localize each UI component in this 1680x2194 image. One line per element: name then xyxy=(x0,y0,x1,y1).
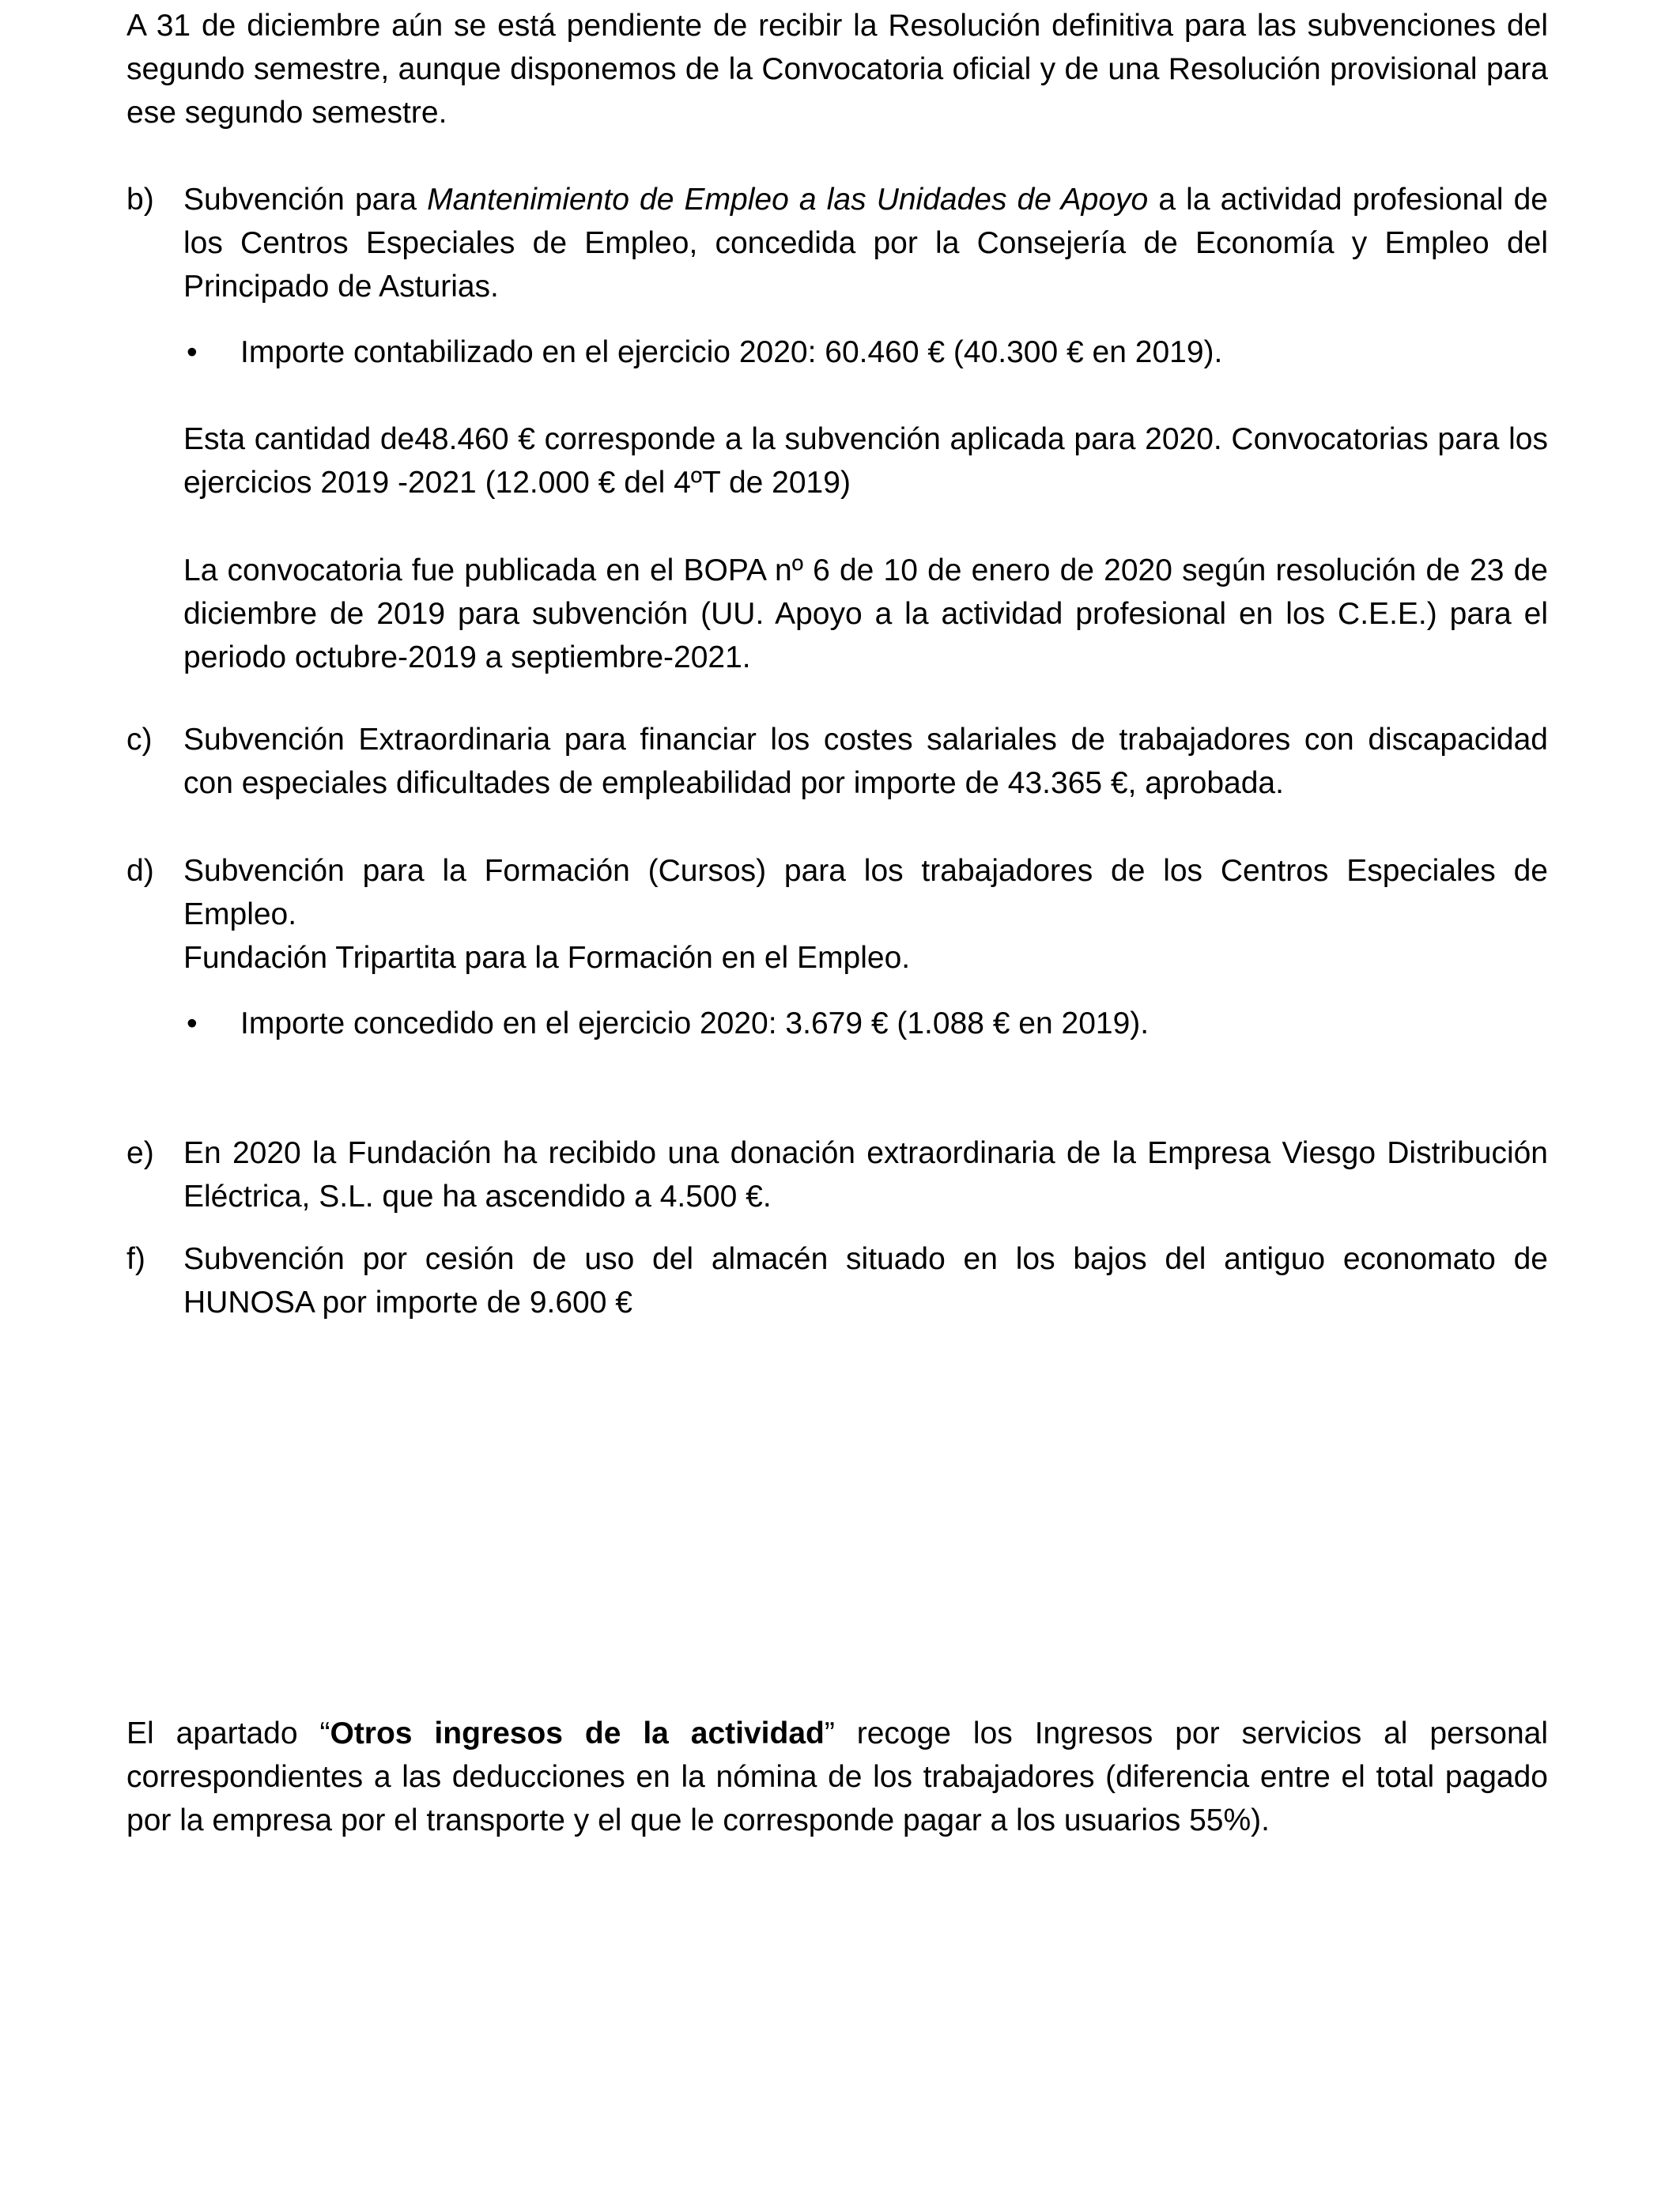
item-d-bullet xyxy=(183,1002,1548,1045)
item-b xyxy=(126,178,1548,308)
item-b-bullet-text: Importe contabilizado en el ejercicio 2020: 60.460 € (40.300 € en 2019). xyxy=(240,335,1223,369)
item-e-text: En 2020 la Fundación ha recibido una donación extraordinaria de la Empresa Viesgo Distribución Eléctrica, S.L. que ha ascendido a 4.500 €. xyxy=(183,1136,1548,1214)
item-b-text xyxy=(183,178,1548,308)
item-b-note-2: La convocatoria fue publicada en el BOPA nº 6 de 10 de enero de 2020 según resolución de 23 de diciembre de 2019 para subvención (UU. Apoyo a la actividad profesional en los C.E.E.) para el periodo octubre-2019 a septiembre-2021. xyxy=(183,553,1548,674)
item-d-bullet-text: Importe concedido en el ejercicio 2020: 3.679 € (1.088 € en 2019). xyxy=(240,1006,1150,1040)
item-b-italic: Mantenimiento de Empleo a las Unidades de Apoyo xyxy=(427,183,1149,217)
item-d-letter: d) xyxy=(126,854,154,888)
item-b-pre: Subvención para xyxy=(183,183,428,217)
item-f-letter: f) xyxy=(126,1242,145,1276)
item-e xyxy=(126,1131,1548,1218)
item-d-text xyxy=(183,849,1548,980)
item-e-letter: e) xyxy=(126,1136,154,1170)
item-b-bullet xyxy=(183,330,1548,374)
bullet-dot-icon: • xyxy=(187,1006,198,1040)
item-d-line-1: Subvención para la Formación (Cursos) para los trabajadores de los Centros Especiales de Empleo. xyxy=(183,854,1548,931)
otros-pre: El apartado “ xyxy=(126,1716,330,1750)
otros-ingresos-paragraph xyxy=(126,1712,1548,1842)
item-c-text: Subvención Extraordinaria para financiar los costes salariales de trabajadores con discapacidad con especiales dificultades de empleabilidad por importe de 43.365 €, aprobada. xyxy=(183,723,1548,800)
otros-bold-term: Otros ingresos de la actividad xyxy=(330,1716,825,1750)
bullet-dot-icon: • xyxy=(187,335,198,369)
item-d-line-2: Fundación Tripartita para la Formación en el Empleo. xyxy=(183,941,911,975)
item-b-note-1: Esta cantidad de48.460 € corresponde a la subvención aplicada para 2020. Convocatorias para los ejercicios 2019 -2021 (12.000 € del 4ºT de 2019) xyxy=(183,422,1548,500)
intro-paragraph: A 31 de diciembre aún se está pendiente de recibir la Resolución definitiva para las subvenciones del segundo semestre, aunque disponemos de la Convocatoria oficial y de una Resolución provisional para ese segundo semestre. xyxy=(126,9,1548,130)
item-f-text: Subvención por cesión de uso del almacén situado en los bajos del antiguo economato de HUNOSA por importe de 9.600 € xyxy=(183,1242,1548,1320)
item-d xyxy=(126,849,1548,980)
otros-post: ” recoge los Ingresos por servicios al personal correspondientes a las deducciones en la nómina de los trabajadores (diferencia entre el total pagado por la empresa por el transporte y el que le corresponde pagar a los usuarios 55%). xyxy=(126,1716,1548,1837)
item-b-post: a la actividad profesional de los Centros Especiales de Empleo, concedida por la Consejería de Economía y Empleo del Principado de Asturias. xyxy=(183,183,1549,304)
item-c-letter: c) xyxy=(126,723,153,757)
item-f xyxy=(126,1237,1548,1324)
item-c xyxy=(126,718,1548,805)
item-b-letter: b) xyxy=(126,183,154,217)
